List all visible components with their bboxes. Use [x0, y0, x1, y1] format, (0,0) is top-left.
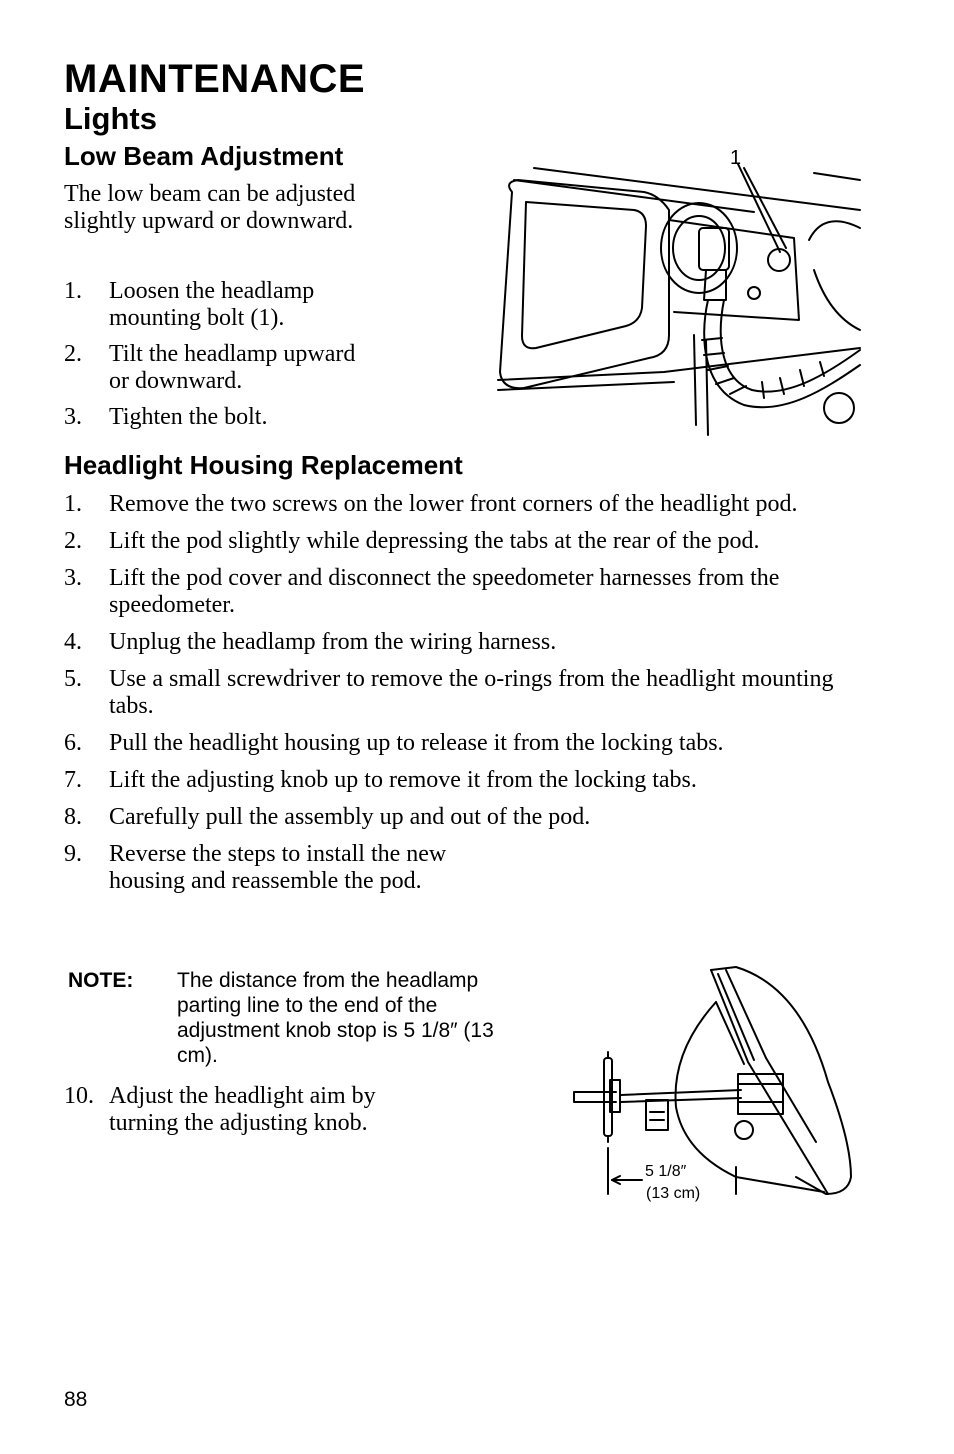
step-text: Lift the pod slightly while depressing the tabs at the rear of the pod.: [109, 528, 760, 554]
figure-callout-1: 1: [730, 147, 742, 169]
page-number: 88: [64, 1388, 88, 1411]
headlight-housing-figure: [566, 962, 868, 1212]
list-item: 10. Adjust the headlight aim by turning the adjusting knob.: [64, 1083, 376, 1136]
list-item: 8. Carefully pull the assembly up and out of the pod.: [64, 804, 591, 830]
list-item: 6. Pull the headlight housing up to release it from the locking tabs.: [64, 730, 724, 756]
list-item: 3. Tighten the bolt.: [64, 404, 268, 430]
step-text: Use a small screwdriver to remove the o-rings from the headlight mounting tabs.: [109, 666, 834, 719]
housing-heading: Headlight Housing Replacement: [64, 450, 463, 480]
step-text: Lift the pod cover and disconnect the speedometer harnesses from the speedometer.: [109, 565, 780, 618]
step-text: Lift the adjusting knob up to remove it from the locking tabs.: [109, 767, 697, 793]
low-beam-intro: The low beam can be adjusted slightly upward or downward.: [64, 181, 356, 234]
section-title: Lights: [64, 101, 157, 136]
list-item: 3. Lift the pod cover and disconnect the speedometer harnesses from the speedometer.: [64, 565, 780, 618]
list-item: 5. Use a small screwdriver to remove the o-rings from the headlight mounting tabs.: [64, 666, 834, 719]
note: [68, 968, 508, 1068]
list-item: 1. Remove the two screws on the lower front corners of the headlight pod.: [64, 491, 798, 517]
note-label: NOTE:: [68, 969, 134, 992]
dimension-metric: (13 cm): [646, 1185, 701, 1202]
step-text: Loosen the headlamp mounting bolt (1).: [109, 278, 315, 331]
list-item: 2. Lift the pod slightly while depressing the tabs at the rear of the pod.: [64, 528, 760, 554]
step-text: Remove the two screws on the lower front corners of the headlight pod.: [109, 491, 798, 517]
housing-steps: [64, 491, 864, 895]
step-text: Adjust the headlight aim by turning the adjusting knob.: [109, 1083, 376, 1136]
housing-step-10: [64, 1083, 444, 1137]
step-text: Unplug the headlamp from the wiring harness.: [109, 629, 557, 655]
step-text: Pull the headlight housing up to release it from the locking tabs.: [109, 730, 724, 756]
note-text: The distance from the headlamp parting line to the end of the adjustment knob stop is 5 1/8″ (13 cm).: [177, 969, 494, 1067]
list-item: 9. Reverse the steps to install the new housing and reassemble the pod.: [64, 841, 447, 894]
list-item: 1. Loosen the headlamp mounting bolt (1).: [64, 278, 315, 331]
dimension-imperial: 5 1/8″: [645, 1163, 687, 1180]
list-item: 2. Tilt the headlamp upward or downward.: [64, 341, 356, 394]
step-text: Carefully pull the assembly up and out of the pod.: [109, 804, 591, 830]
list-item: 4. Unplug the headlamp from the wiring harness.: [64, 629, 557, 655]
low-beam-heading: Low Beam Adjustment: [64, 141, 344, 171]
step-text: Tighten the bolt.: [109, 404, 268, 430]
headlamp-mounting-figure: [494, 140, 864, 440]
step-text: Reverse the steps to install the new housing and reassemble the pod.: [109, 841, 447, 894]
chapter-title: MAINTENANCE: [64, 57, 366, 101]
step-text: Tilt the headlamp upward or downward.: [109, 341, 356, 394]
low-beam-steps: [64, 278, 374, 431]
list-item: 7. Lift the adjusting knob up to remove it from the locking tabs.: [64, 767, 697, 793]
